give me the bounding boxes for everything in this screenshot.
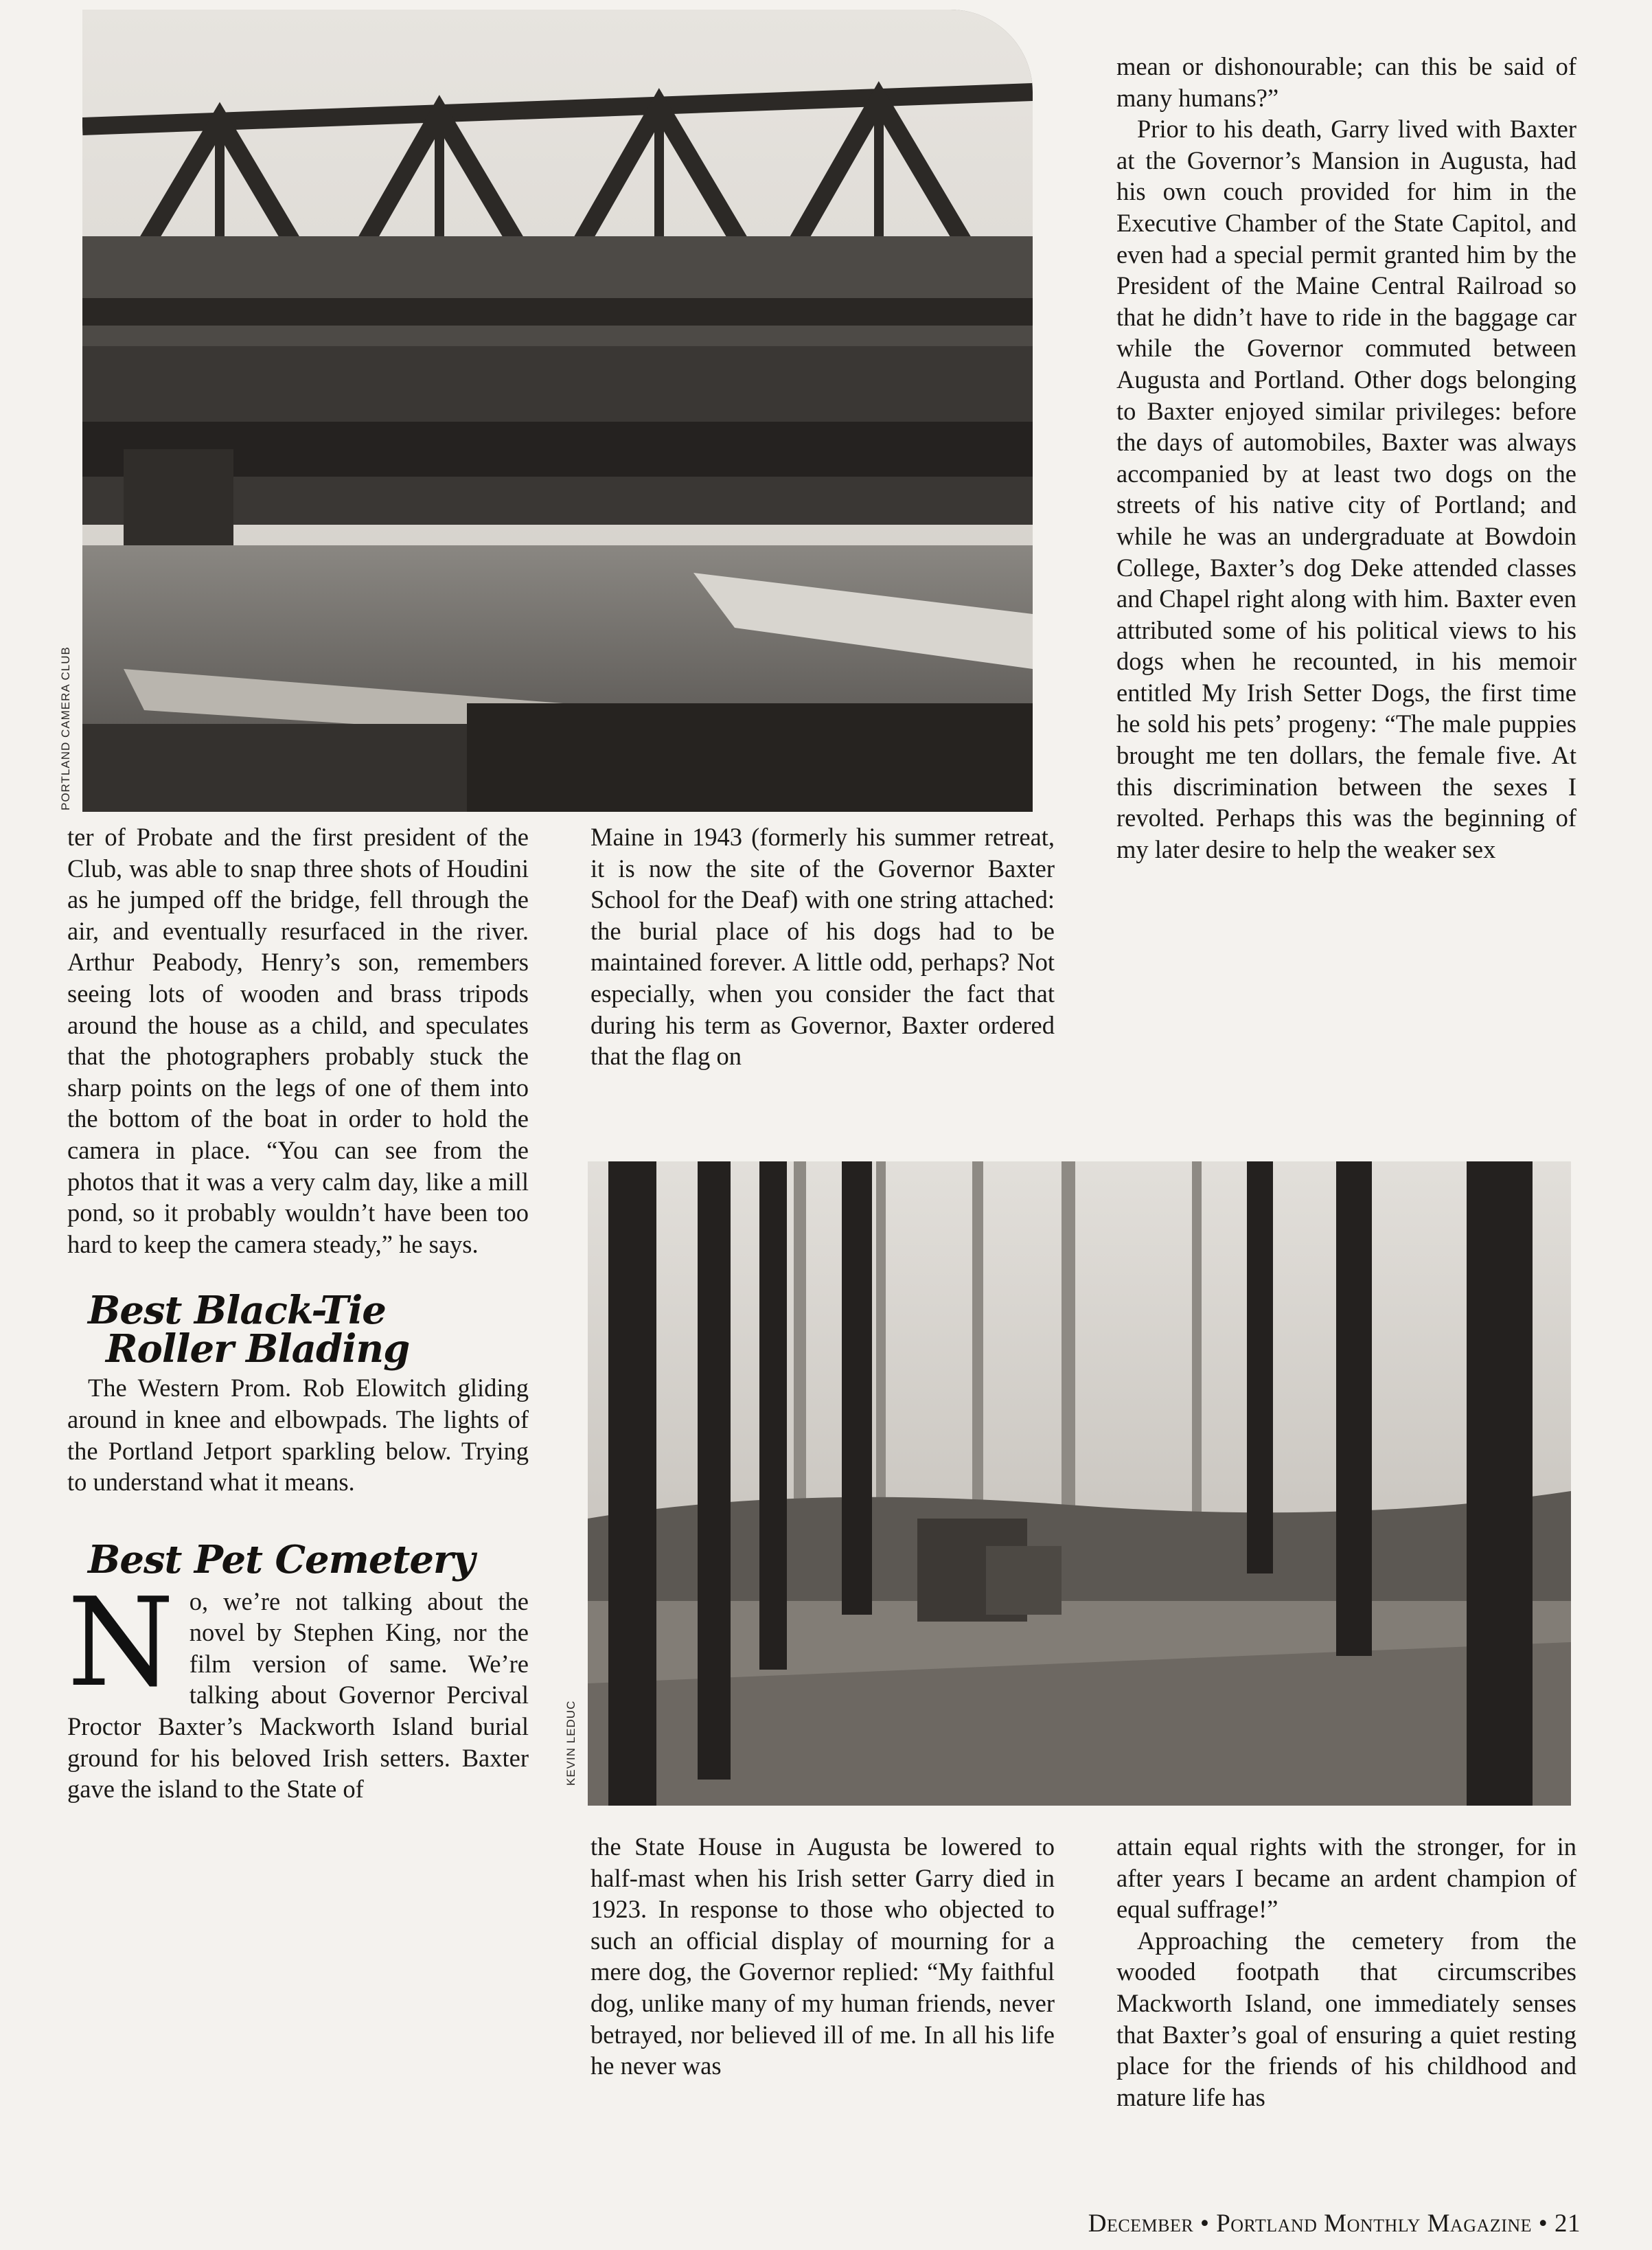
column-1 xyxy=(67,821,529,1805)
cemetery-photo-credit: KEVIN LEDUC xyxy=(564,1700,577,1786)
column-3-bottom xyxy=(1116,1831,1576,2113)
pet-cemetery-paragraph xyxy=(67,1571,529,1805)
page-footer xyxy=(1088,2209,1581,2238)
roller-blading-paragraph: The Western Prom. Rob Elowitch gliding around in knee and elbowpads. The lights of the Portland Jetport sparkling below. Trying to understand what it means. xyxy=(67,1374,529,1497)
approach-paragraph: Approaching the cemetery from the wooded footpath that circumscribes Mackworth Island, one immediately senses that Baxter’s goal of ensuring a quiet resting place for the friends of his childhood and mature life has xyxy=(1116,1926,1576,2111)
column-2-bottom xyxy=(590,1831,1055,2082)
bridge-photo-image xyxy=(82,10,1033,812)
heading-black-tie-roller-blading xyxy=(88,1288,529,1372)
houdini-paragraph: ter of Probate and the first president of the Club, was able to snap three shots of Houdini as he jumped off the bridge, fell through the air, and eventually resurfaced in the river. Arthur Peabody, Henry’s son, remembers seeing lots of wooden and brass tripods around the house as a child, and speculates that the photographers probably stuck the sharp points on the legs of one of them into the bottom of the boat in order to hold the camera in place. “You can see from the photos that it was a very calm day, like a mill pond, so it probably wouldn’t have been too hard to keep the camera steady,” he says. xyxy=(67,823,529,1258)
quote-end-paragraph: mean or dishonourable; can this be said of many humans?” xyxy=(1116,52,1576,112)
bridge-photo xyxy=(82,10,1033,812)
footer-separator: • xyxy=(1538,2209,1548,2238)
suffrage-paragraph: attain equal rights with the stronger, for in after years I became an ardent champion of equal suffrage!” xyxy=(1116,1832,1576,1924)
garry-mourning-paragraph: the State House in Augusta be lowered to half-mast when his Irish setter Garry died in 1923. In response to those who objected to such an official display of mourning for a mere dog, the Governor replied: “My faithful dog, unlike many of my human friends, never betrayed, nor believed ill of me. In all his life he never was xyxy=(590,1832,1055,2080)
cemetery-photo xyxy=(588,1161,1571,1806)
footer-separator: • xyxy=(1200,2209,1210,2238)
heading-pet-cemetery: Best Pet Cemetery xyxy=(88,1536,475,1582)
footer-publication: Portland Monthly Magazine xyxy=(1216,2209,1533,2238)
garry-privileges-paragraph: Prior to his death, Garry lived with Baxter at the Governor’s Mansion in Augusta, had his own couch provided for him in the Executive Chamber of the State Capitol, and even had a special permit granted him by the President of the Maine Central Railroad so that he didn’t have to ride in the baggage car while the Governor commuted between Augusta and Portland. Other dogs belonging to Baxter enjoyed similar privileges: before the days of automobiles, Baxter was always accompanied by at least two dogs on the streets of his native city of Portland; and while he was an undergraduate at Bowdoin College, Baxter’s dog Deke attended classes and Chapel right along with him. Baxter even attributed some of his political views to his dogs when he recounted, in his memoir entitled My Irish Setter Dogs, the first time he sold his pets’ progeny: “The male puppies brought me ten dollars, the female five. At this discrimination between the sexes I revolted. Perhaps this was the beginning of my later desire to help the weaker sex xyxy=(1116,115,1576,863)
heading-line-2: Roller Blading xyxy=(106,1326,410,1372)
cemetery-photo-image xyxy=(588,1161,1571,1806)
column-3-top xyxy=(1116,51,1576,865)
heading-line-1: Best Black-Tie xyxy=(88,1288,386,1334)
mackworth-paragraph: Maine in 1943 (formerly his summer retreat, it is now the site of the Governor Baxter School for the Deaf) with one string attached: the burial place of his dogs had to be maintained forever. A little odd, perhaps? Not especially, when you consider the fact that during his term as Governor, Baxter ordered that the flag on xyxy=(590,823,1055,1071)
column-2-top xyxy=(590,821,1055,1072)
footer-month: December xyxy=(1088,2209,1194,2238)
drop-cap: N xyxy=(67,1571,174,1714)
bridge-photo-credit: PORTLAND CAMERA CLUB xyxy=(59,646,72,810)
page-number: 21 xyxy=(1555,2209,1581,2238)
pet-cemetery-text: o, we’re not talking about the novel by Stephen King, nor the film version of same. We’re talking about Governor Percival Proctor Baxter’s Mackworth Island burial ground for his beloved Irish setters. Baxter gave the island to the State of xyxy=(67,1587,529,1804)
